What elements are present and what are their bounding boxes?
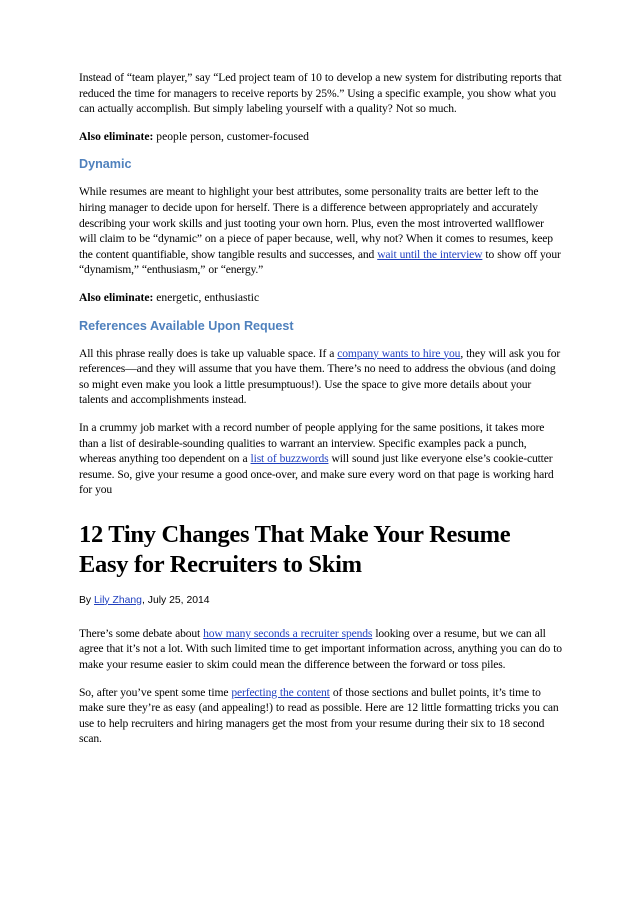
article-text-a: There’s some debate about <box>79 626 204 640</box>
document-content <box>79 70 563 747</box>
dynamic-text-a: While resumes are meant to highlight your best attributes, some personality traits are better left to the hiring manager to decide upon for herself. There is a difference between appropriately and accurately describing your work skills and just tooting your own horn. Plus, even the most introverted wallflower will claim to be “dynamic” on a piece of paper because, well, why not? When it comes to resumes, keep the content quantifiable, show tangible results and successes, and <box>79 185 553 261</box>
also-eliminate-label: Also eliminate: <box>79 129 154 143</box>
references-text-a: All this phrase really does is take up valuable space. If a <box>79 346 338 360</box>
link-wait-until-interview[interactable]: wait until the interview <box>377 247 483 261</box>
intro-text: Instead of “team player,” say “Led project team of 10 to develop a new system for distributing reports that reduced the time for managers to receive reports by 25%.” Using a specific example, you show what you can actually accomplish. But simply labeling yourself with a quality? Not so much. <box>79 71 562 116</box>
byline <box>79 594 563 608</box>
article-title <box>79 520 563 580</box>
section-heading-references: References Available Upon Request <box>79 318 294 333</box>
link-list-of-buzzwords[interactable]: list of buzzwords <box>250 452 329 466</box>
article-title-line-1: 12 Tiny Changes That Make Your Resume <box>79 520 511 548</box>
dynamic-text-b: to show off your “dynamism,” “enthusiasm,” or “energy.” <box>79 247 561 277</box>
article-text-d: of those sections and bullet points, it’s time to make sure they’re as easy (and appealing!) to read as possible. Here are 12 little formatting tricks you can use to help recruiters and hiring managers get the most from your resume during their six to 18 second scan. <box>79 685 559 746</box>
article-text-b: looking over a resume, but we can all agree that it’s not a lot. With such limited time to get important information across, anything you can do to make your resume easier to skim could mean the difference between the forward or toss piles. <box>79 626 562 672</box>
author-link[interactable]: Lily Zhang <box>94 594 142 606</box>
also-eliminate-text: people person, customer-focused <box>153 129 309 143</box>
article-paragraph-2 <box>79 685 563 747</box>
also-eliminate-2 <box>79 290 563 306</box>
article-paragraph-1 <box>79 626 563 673</box>
dynamic-paragraph <box>79 184 563 278</box>
references-text-b: , they will ask you for references—and they will assume that you have them. There’s no need to address the obvious (and doing so might even make you look a little presumptuous!). Use the space to give more details about your talents and accomplishments instead. <box>79 346 561 407</box>
byline-prefix: By <box>79 594 95 606</box>
link-how-many-seconds[interactable]: how many seconds a recruiter spends <box>203 626 373 640</box>
byline-date: , July 25, 2014 <box>141 594 210 606</box>
references-text-d: will sound just like everyone else’s cookie-cutter resume. So, give your resume a good once-over, and make sure every word on that page is working hard for you <box>79 452 554 497</box>
also-eliminate-1 <box>79 129 563 145</box>
article-title-line-2: Easy for Recruiters to Skim <box>79 550 362 578</box>
references-paragraph-2 <box>79 420 563 498</box>
references-paragraph-1 <box>79 346 563 408</box>
also-eliminate-text: energetic, enthusiastic <box>153 290 260 304</box>
article-text-c: So, after you’ve spent some time <box>79 685 232 699</box>
references-text-c: In a crummy job market with a record number of people applying for the same positions, it takes more than a list of desirable-sounding qualities to warrant an interview. Specific examples pack a punch, whereas anything too dependent on a <box>79 420 545 466</box>
also-eliminate-label: Also eliminate: <box>79 290 154 304</box>
intro-paragraph <box>79 70 563 117</box>
link-perfecting-the-content[interactable]: perfecting the content <box>231 685 330 699</box>
link-company-wants-to-hire-you[interactable]: company wants to hire you <box>337 346 461 360</box>
section-heading-dynamic: Dynamic <box>79 157 132 172</box>
